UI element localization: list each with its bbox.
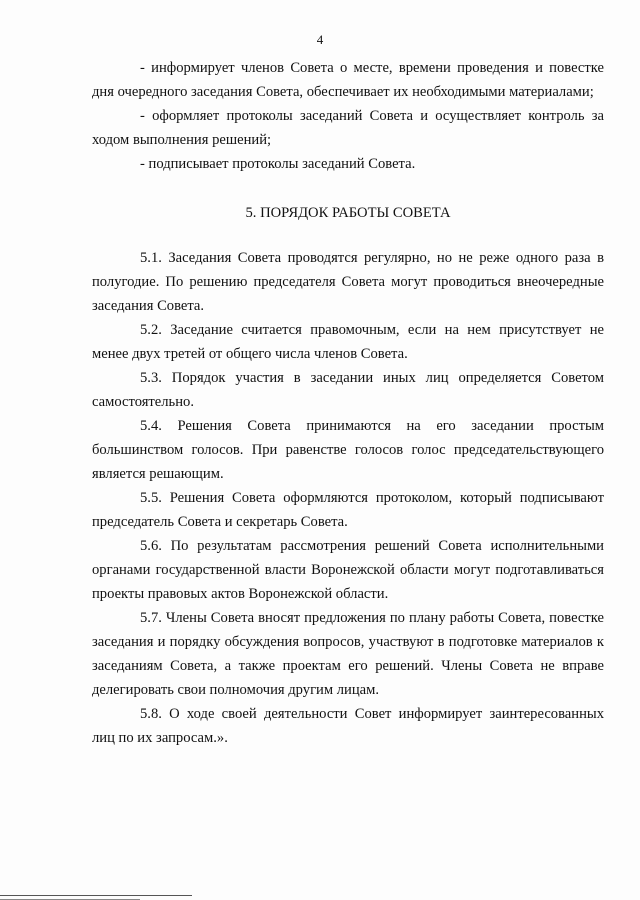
paragraph-5-2: 5.2. Заседание считается правомочным, если на нем присутствует не менее двух третей от общего числа членов Совета. [92, 322, 604, 362]
footer-divider [0, 895, 192, 896]
list-item-protocols: - оформляет протоколы заседаний Совета и осуществляет контроль за ходом выполнения решений; [92, 108, 604, 148]
paragraph-5-3: 5.3. Порядок участия в заседании иных лиц определяется Советом самостоятельно. [92, 370, 604, 410]
list-item-sign: - подписывает протоколы заседаний Совета. [140, 156, 416, 172]
document-body [92, 56, 604, 750]
paragraph-5-1: 5.1. Заседания Совета проводятся регулярно, но не реже одного раза в полугодие. По решению председателя Совета могут проводиться внеочередные заседания Совета. [92, 250, 604, 314]
paragraph-5-4: 5.4. Решения Совета принимаются на его заседании простым большинством голосов. При равенстве голосов голос председательствующего является решающим. [92, 418, 604, 482]
page-number: 4 [316, 32, 324, 47]
paragraph-5-5: 5.5. Решения Совета оформляются протоколом, который подписывают председатель Совета и секретарь Совета. [92, 490, 604, 530]
section-heading: 5. ПОРЯДОК РАБОТЫ СОВЕТА [245, 205, 451, 221]
paragraph-5-6: 5.6. По результатам рассмотрения решений Совета исполнительными органами государственной власти Воронежской области могут подготавливаться проекты правовых актов Воронежской области. [92, 538, 604, 602]
list-item-inform: - информирует членов Совета о месте, времени проведения и повестке дня очередного заседания Совета, обеспечивает их необходимыми материалами; [92, 60, 604, 100]
paragraph-5-8: 5.8. О ходе своей деятельности Совет информирует заинтересованных лиц по их запросам.». [92, 706, 604, 746]
paragraph-5-7: 5.7. Члены Совета вносят предложения по плану работы Совета, повестке заседания и порядку обсуждения вопросов, участвуют в подготовке материалов к заседаниям Совета, а также проектам его решений. Члены Совета не вправе делегировать свои полномочия другим лицам. [92, 610, 604, 698]
